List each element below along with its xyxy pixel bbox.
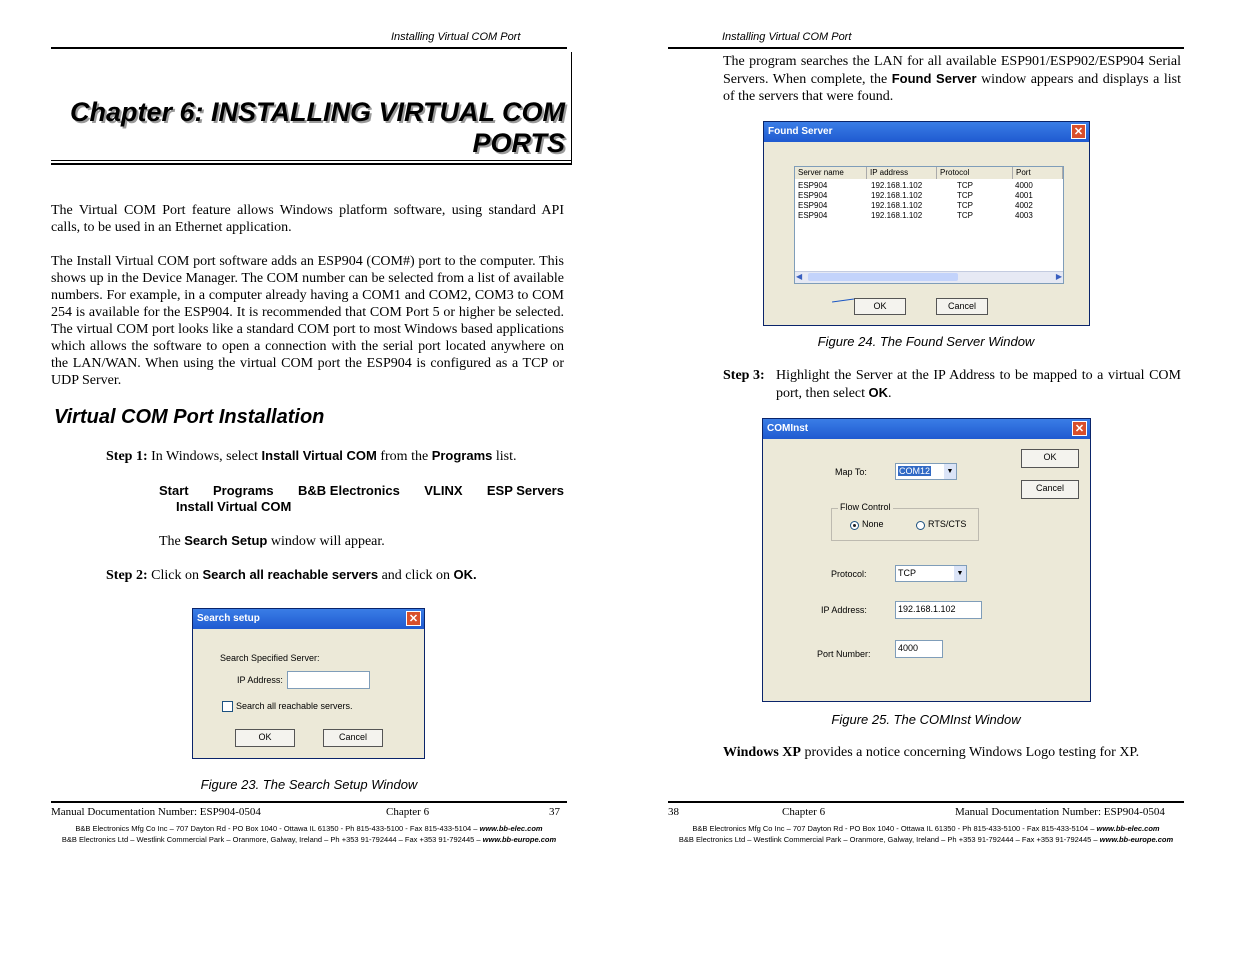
company-eu-url: www.bb-europe.com <box>1099 835 1174 844</box>
windows-xp-note <box>723 745 1139 761</box>
step1 <box>106 448 517 465</box>
intro-text-b: window appears and displays a list of the servers that were found. <box>723 72 1182 104</box>
cominst-title: COMInst <box>767 423 809 434</box>
right-footer-page-number: 38 <box>668 806 679 818</box>
found-server-bold: Found Server <box>891 71 977 86</box>
chevron-down-icon[interactable]: ▼ <box>944 464 956 479</box>
search-setup-note <box>159 533 385 550</box>
right-footer-doc-number: Manual Documentation Number: ESP904-0504 <box>955 806 1165 818</box>
search-note-pre: The <box>159 534 181 549</box>
windows-xp-text: provides a notice concerning Windows Logo testing for XP. <box>804 745 1140 760</box>
col-server-name[interactable]: Server name <box>795 167 867 179</box>
close-icon[interactable]: ✕ <box>1071 124 1086 139</box>
search-note-post: window will appear. <box>270 534 385 549</box>
company-us: B&B Electronics Mfg Co Inc – 707 Dayton Rd - PO Box 1040 - Ottawa IL 61350 - Ph 815-433-5100 - Fax 815-433-5104 – <box>692 824 1095 833</box>
chapter-rule-top <box>51 160 572 161</box>
server-list-table[interactable] <box>794 166 1064 284</box>
search-setup-titlebar <box>193 609 424 629</box>
step3-ok: OK <box>868 385 889 400</box>
scroll-right-icon[interactable]: ▶ <box>1055 272 1062 281</box>
found-server-title: Found Server <box>768 126 833 137</box>
chapter-rule-bottom <box>51 163 572 165</box>
cell-ip: 192.168.1.102 <box>871 181 923 190</box>
cell-protocol: TCP <box>957 211 973 220</box>
horizontal-scrollbar[interactable] <box>795 271 1063 283</box>
ip-address-input[interactable] <box>287 671 370 689</box>
cell-server: ESP904 <box>798 201 828 210</box>
right-running-header: Installing Virtual COM Port <box>722 31 852 43</box>
company-eu: B&B Electronics Ltd – Westlink Commercial Park – Oranmore, Galway, Ireland – Ph +353 91-792444 – Fax +353 91-792445 – <box>678 835 1098 844</box>
found-server-dialog <box>763 121 1090 326</box>
scrollbar-thumb[interactable] <box>808 273 958 281</box>
right-footer-company <box>668 823 1184 845</box>
right-header-rule <box>668 47 1184 49</box>
col-protocol[interactable]: Protocol <box>937 167 1013 179</box>
search-setup-bold: Search Setup <box>184 533 268 548</box>
ok-button[interactable]: OK <box>235 729 295 747</box>
search-all-checkbox[interactable] <box>222 701 233 712</box>
left-footer-doc-number: Manual Documentation Number: ESP904-0504 <box>51 806 261 818</box>
left-running-header: Installing Virtual COM Port <box>391 31 521 43</box>
windows-xp-bold: Windows XP <box>723 745 801 760</box>
cell-ip: 192.168.1.102 <box>871 201 923 210</box>
chapter-title-line2: PORTS <box>472 128 565 158</box>
step1-text-mid: from the <box>380 449 429 464</box>
search-setup-dialog <box>192 608 425 759</box>
close-icon[interactable]: ✕ <box>1072 421 1087 436</box>
intro-text-a: The program searches the LAN for all available ESP901/ESP902/ESP904 Serial Servers. When complete, the <box>723 54 1181 87</box>
intro-paragraph: The Virtual COM Port feature allows Windows platform software, using standard API calls, to be used in an Ethernet application. <box>51 203 564 235</box>
search-specified-label: Search Specified Server: <box>220 653 320 663</box>
step2-ok: OK. <box>453 567 477 582</box>
step2-text: Click on <box>151 568 199 583</box>
menu-vlinx: VLINX <box>424 483 463 498</box>
map-to-label: Map To: <box>835 467 867 477</box>
step3-label: Step 3: <box>723 368 765 383</box>
step3: Step 3: Highlight the Server at the IP Address to be mapped to a virtual COM port, then select OK. <box>723 368 1181 401</box>
cell-server: ESP904 <box>798 181 828 190</box>
chapter-box-rule <box>571 52 572 164</box>
map-to-value: COM12 <box>899 466 931 476</box>
step1-text-post: list. <box>495 449 517 464</box>
step1-programs: Programs <box>431 448 493 463</box>
chapter-title <box>60 97 565 159</box>
flow-control-label: Flow Control <box>840 502 891 512</box>
port-number-label: Port Number: <box>817 649 871 659</box>
col-ip-address[interactable]: IP address <box>867 167 937 179</box>
cell-port: 4003 <box>1015 211 1033 220</box>
right-footer-chapter: Chapter 6 <box>782 806 826 818</box>
menu-bb-electronics: B&B Electronics <box>298 483 400 498</box>
step1-install-virtual-com: Install Virtual COM <box>261 448 377 463</box>
cell-protocol: TCP <box>957 181 973 190</box>
col-port[interactable]: Port <box>1013 167 1063 179</box>
cell-port: 4002 <box>1015 201 1033 210</box>
section-heading: Virtual COM Port Installation <box>54 406 325 428</box>
company-eu: B&B Electronics Ltd – Westlink Commercial Park – Oranmore, Galway, Ireland – Ph +353 91-792444 – Fax +353 91-792445 – <box>61 835 481 844</box>
cominst-dialog <box>762 418 1091 702</box>
ip-address-input[interactable]: 192.168.1.102 <box>895 601 982 619</box>
company-us-url: www.bb-elec.com <box>1096 824 1160 833</box>
cancel-button[interactable]: Cancel <box>323 729 383 747</box>
cancel-button[interactable]: Cancel <box>936 298 988 315</box>
left-footer-page-number: 37 <box>549 806 560 818</box>
found-server-intro <box>723 53 1181 105</box>
header-rule <box>51 47 567 49</box>
search-all-label: Search all reachable servers. <box>236 701 353 711</box>
figure25-caption: Figure 25. The COMInst Window <box>831 712 1021 727</box>
cell-ip: 192.168.1.102 <box>871 211 923 220</box>
ok-button[interactable]: OK <box>1021 449 1079 468</box>
step3-text: Highlight the Server at the IP Address to be mapped to a virtual COM port, then select <box>776 368 1181 401</box>
figure23-caption: Figure 23. The Search Setup Window <box>200 777 418 792</box>
chapter-title-line1: Chapter 6: INSTALLING VIRTUAL COM <box>69 97 565 127</box>
flow-control-group <box>831 502 979 541</box>
ip-address-label: IP Address: <box>821 605 867 615</box>
menu-programs: Programs <box>212 483 274 498</box>
step2-search-all: Search all reachable servers <box>202 567 379 582</box>
menu-start: Start <box>159 483 189 498</box>
ok-button[interactable]: OK <box>854 298 906 315</box>
protocol-value: TCP <box>898 568 916 578</box>
radio-selected-dot <box>853 524 856 527</box>
step2-text-mid: and click on <box>381 568 451 583</box>
ip-address-label: IP Address: <box>237 675 283 685</box>
virtual-com-paragraph: The Install Virtual COM port software adds an ESP904 (COM#) port to the computer. This shows up in the Device Manager. The COM number can be selected from a list of available numbers. For example, in a computer already having a COM1 and COM2, COM3 to COM 254 is available for the ESP904. It is recommended that COM Port 5 or higher be selected. The virtual COM port looks like a standard COM port to most Windows based applications which allows the software to open a connection with the serial port located anywhere on the LAN/WAN. When using the virtual COM port the ESP904 is configured as a TCP or UDP Server. <box>51 254 564 388</box>
left-footer-company <box>51 823 567 845</box>
flow-rtscts-radio[interactable] <box>916 521 925 530</box>
company-eu-url: www.bb-europe.com <box>482 835 557 844</box>
right-footer-rule <box>668 801 1184 803</box>
company-us: B&B Electronics Mfg Co Inc – 707 Dayton Rd - PO Box 1040 - Ottawa IL 61350 - Ph 815-433-5100 - Fax 815-433-5104 – <box>75 824 478 833</box>
cell-server: ESP904 <box>798 191 828 200</box>
protocol-select[interactable] <box>895 565 967 582</box>
company-us-url: www.bb-elec.com <box>479 824 543 833</box>
left-footer-chapter: Chapter 6 <box>386 806 430 818</box>
cell-protocol: TCP <box>957 201 973 210</box>
flow-none-label: None <box>862 519 884 529</box>
cell-port: 4000 <box>1015 181 1033 190</box>
cell-protocol: TCP <box>957 191 973 200</box>
step1-label: Step 1: <box>106 449 148 464</box>
protocol-label: Protocol: <box>831 569 867 579</box>
close-icon[interactable]: ✕ <box>406 611 421 626</box>
search-setup-title: Search setup <box>197 613 260 624</box>
step1-text: In Windows, select <box>151 449 259 464</box>
menu-path <box>159 483 564 498</box>
flow-rtscts-label: RTS/CTS <box>928 519 967 529</box>
figure24-caption: Figure 24. The Found Server Window <box>817 334 1035 349</box>
chevron-down-icon[interactable]: ▼ <box>954 566 966 581</box>
map-to-select[interactable] <box>895 463 957 480</box>
left-footer-rule <box>51 801 567 803</box>
port-number-input[interactable]: 4000 <box>895 640 943 658</box>
found-server-titlebar <box>764 122 1089 142</box>
cell-ip: 192.168.1.102 <box>871 191 923 200</box>
menu-install-virtual-com: Install Virtual COM <box>176 499 292 514</box>
cell-server: ESP904 <box>798 211 828 220</box>
cominst-titlebar <box>763 419 1090 439</box>
step2 <box>106 567 477 584</box>
step2-label: Step 2: <box>106 568 148 583</box>
pointer-line <box>832 298 854 302</box>
scroll-left-icon[interactable]: ◀ <box>796 272 803 281</box>
cell-port: 4001 <box>1015 191 1033 200</box>
flow-none-radio[interactable] <box>850 521 859 530</box>
cancel-button[interactable]: Cancel <box>1021 480 1079 499</box>
menu-esp-servers: ESP Servers <box>486 483 564 498</box>
